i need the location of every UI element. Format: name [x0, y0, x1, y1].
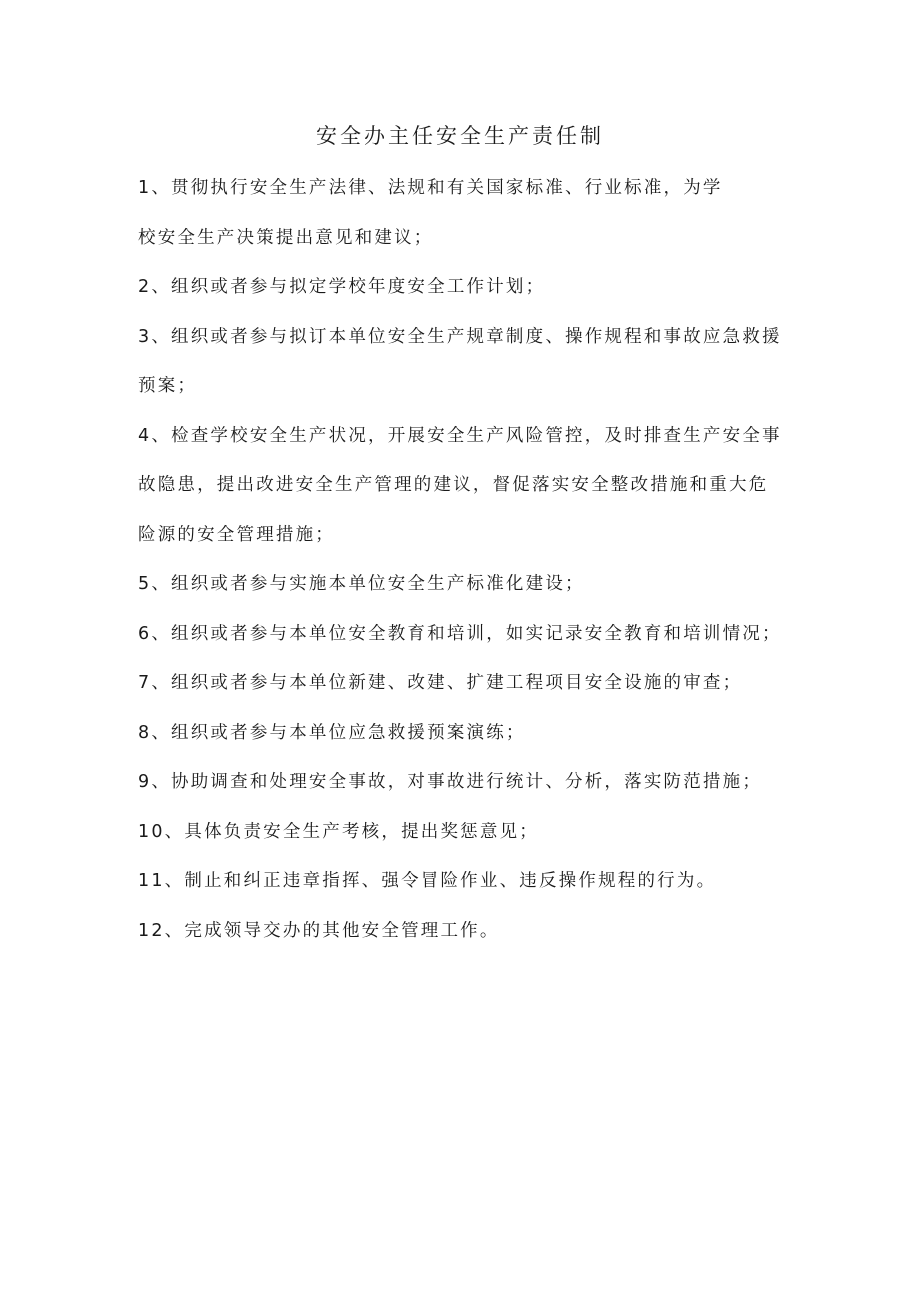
text-line-10: 6、组织或者参与本单位安全教育和培训，如实记录安全教育和培训情况；: [138, 623, 782, 644]
document-title: 安全办主任安全生产责任制: [316, 124, 604, 148]
text-line-14: 10、具体负责安全生产考核，提出奖惩意见；: [138, 821, 539, 842]
text-line-9: 5、组织或者参与实施本单位安全生产标准化建设；: [138, 574, 585, 594]
text-line-16: 12、完成领导交办的其他安全管理工作。: [138, 920, 500, 941]
text-line-15: 11、制止和纠正违章指挥、强令冒险作业、违反操作规程的行为。: [138, 871, 717, 891]
text-line-6: 4、检查学校安全生产状况，开展安全生产风险管控，及时排查生产安全事: [138, 425, 782, 446]
text-line-8: 险源的安全管理措施；: [138, 524, 335, 545]
text-line-1: 1、贯彻执行安全生产法律、法规和有关国家标准、行业标准，为学: [138, 178, 723, 198]
text-line-11: 7、组织或者参与本单位新建、改建、扩建工程项目安全设施的审查；: [138, 673, 743, 693]
text-line-4: 3、组织或者参与拟订本单位安全生产规章制度、操作规程和事故应急救援: [138, 326, 782, 347]
text-line-7: 故隐患，提出改进安全生产管理的建议，督促落实安全整改措施和重大危: [138, 475, 769, 495]
text-line-2: 校安全生产决策提出意见和建议；: [138, 227, 434, 248]
text-line-5: 预案；: [138, 376, 198, 396]
document-body: [138, 170, 798, 962]
text-line-13: 9、协助调查和处理安全事故，对事故进行统计、分析，落实防范措施；: [138, 772, 763, 792]
text-line-12: 8、组织或者参与本单位应急救援预案演练；: [138, 722, 526, 743]
text-line-3: 2、组织或者参与拟定学校年度安全工作计划；: [138, 277, 546, 297]
